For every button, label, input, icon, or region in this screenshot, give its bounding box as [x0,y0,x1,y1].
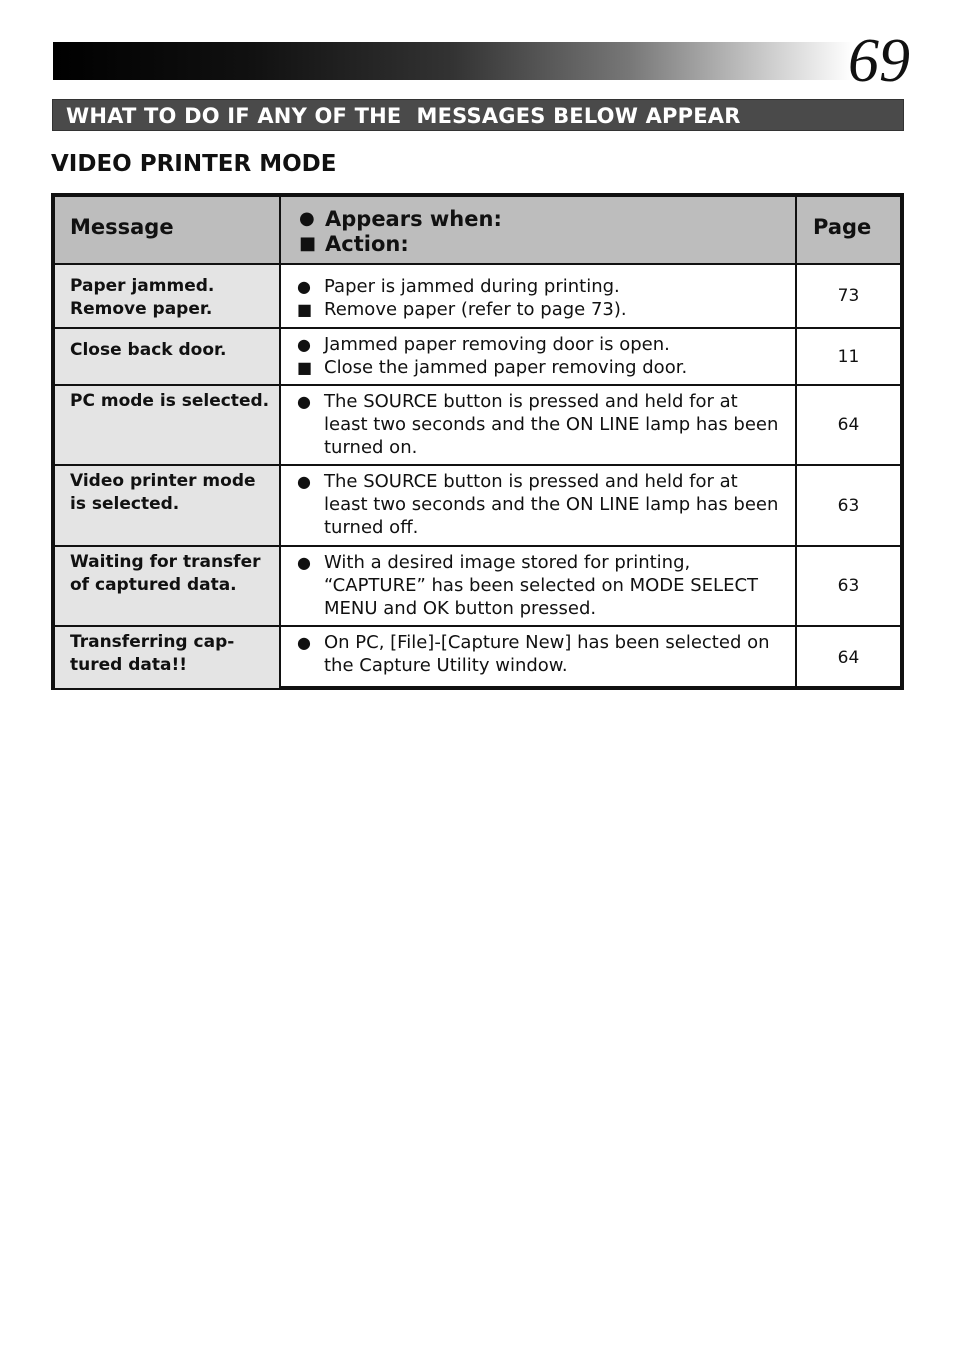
table-row [55,328,900,385]
page-ref: 11 [796,328,900,385]
messages-table [51,193,904,690]
message-line: tured data!! [70,655,187,675]
page-ref: 63 [796,546,900,626]
bullet-circle-icon: ● [297,277,311,296]
appears-when-text: The SOURCE button is pressed and held for at least two seconds and the ON LINE lamp has been turned off. [324,471,779,538]
page-number: 69 [848,27,910,95]
bullet-circle-icon: ● [299,208,315,229]
table-header-row [55,197,900,264]
message-cell [55,465,280,546]
action-cell [280,385,796,465]
appears-when-text: With a desired image stored for printing, “CAPTURE” has been selected on MODE SELECT MENU and OK button pressed. [324,552,759,619]
appears-when-text: Jammed paper removing door is open. [324,334,670,355]
message-line: Paper jammed. [70,276,215,296]
action-cell [280,626,796,688]
header-action [299,231,795,256]
action-text: Close the jammed paper removing door. [324,357,688,378]
appears-when-line [297,470,783,539]
table-row [55,546,900,626]
action-line [297,356,783,379]
message-line: Video printer mode [70,471,256,491]
page-ref: 73 [796,264,900,328]
action-cell [280,328,796,385]
appears-when-line [297,275,783,298]
page-header-bar [53,42,853,80]
header-page: Page [796,197,900,264]
message-cell [55,546,280,626]
appears-when-text: On PC, [File]-[Capture New] has been selected on the Capture Utility window. [324,632,770,676]
message-line: is selected. [70,494,180,514]
table-row [55,264,900,328]
action-line [297,298,783,321]
message-cell [55,328,280,385]
message-line: PC mode is selected. [70,391,270,411]
header-appears-action [280,197,796,264]
bullet-square-icon: ■ [297,300,313,319]
message-line: Close back door. [70,340,227,360]
section-title: WHAT TO DO IF ANY OF THE MESSAGES BELOW APPEAR [66,104,741,128]
bullet-circle-icon: ● [297,392,311,411]
action-cell [280,546,796,626]
table-row [55,465,900,546]
message-cell [55,385,280,465]
bullet-circle-icon: ● [297,553,311,572]
appears-when-line [297,631,783,677]
appears-when-text: The SOURCE button is pressed and held for at least two seconds and the ON LINE lamp has been turned on. [324,391,779,458]
header-appears-when [299,206,795,231]
page-ref: 64 [796,385,900,465]
message-line: of captured data. [70,575,237,595]
message-line: Remove paper. [70,299,213,319]
action-cell [280,465,796,546]
action-text: Remove paper (refer to page 73). [324,299,627,320]
appears-when-line [297,551,783,620]
bullet-square-icon: ■ [299,233,317,254]
action-cell [280,264,796,328]
message-cell [55,264,280,328]
bullet-circle-icon: ● [297,633,311,652]
message-line: Waiting for transfer [70,552,261,572]
bullet-circle-icon: ● [297,472,311,491]
bullet-square-icon: ■ [297,358,313,377]
bullet-circle-icon: ● [297,335,311,354]
mode-heading: VIDEO PRINTER MODE [51,151,337,177]
appears-when-line [297,333,783,356]
message-line: Transferring cap- [70,632,235,652]
section-banner [52,99,904,131]
header-action-label: Action: [325,231,409,256]
table-row [55,385,900,465]
header-message: Message [55,197,280,264]
table-row [55,626,900,688]
appears-when-text: Paper is jammed during printing. [324,276,620,297]
message-cell [55,626,280,688]
appears-when-line [297,390,783,459]
header-appears-when-label: Appears when: [325,206,502,231]
page-ref: 63 [796,465,900,546]
page-ref: 64 [796,626,900,688]
